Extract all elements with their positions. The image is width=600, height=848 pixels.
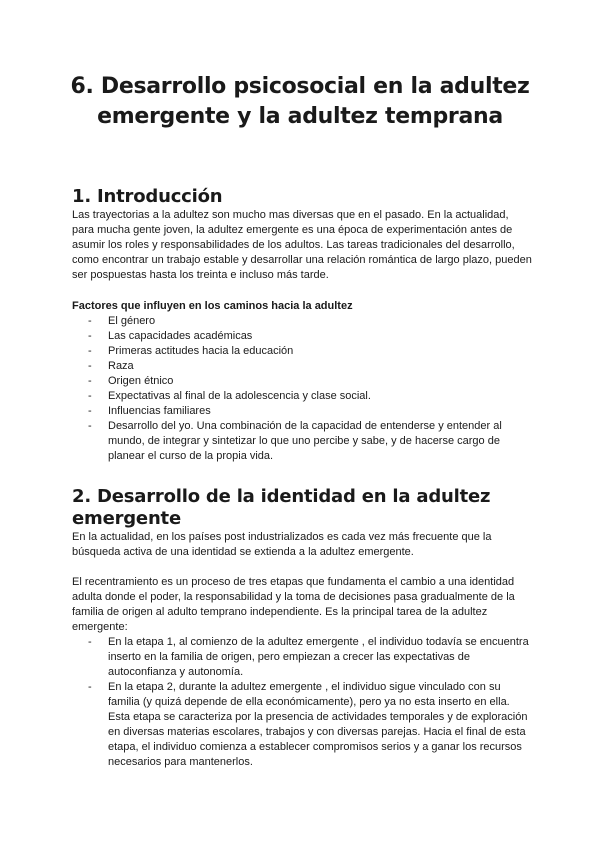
stages-list [72, 635, 532, 770]
list-item: - Las capacidades académicas [88, 330, 253, 342]
dash-marker: - [88, 681, 92, 693]
list-item: - Primeras actitudes hacia la educación [88, 345, 294, 357]
section-identidad [72, 486, 532, 770]
dash-marker: - [88, 390, 92, 402]
dash-marker: - [88, 315, 92, 327]
identity-paragraph-1: En la actualidad, en los países post industrializados es cada vez más frecuente que la búsqueda activa de una identidad se extienda a la adultez emergente. [72, 531, 492, 558]
list-item: - Expectativas al final de la adolescencia y clase social. [88, 390, 371, 402]
dash-marker: - [88, 405, 92, 417]
dash-marker: - [88, 360, 92, 372]
list-item: - Origen étnico [88, 375, 174, 387]
section-heading-1: 1. Introducción [72, 186, 223, 207]
dash-marker: - [88, 375, 92, 387]
list-item: - En la etapa 2, durante la adultez emergente , el individuo sigue vinculado con su familia (y quizá depende de ella económicamente), pero ya no esta inserto en ella. Esta etapa se caracteriza por la presencia de actividades temporales y de exploración en diversas materias escolares, trabajos y con diversas parejas. Hacia el final de esta etapa, el individuo comienza a establecer compromisos serios y a ganar los recursos necesarios para mantenerlos. [88, 681, 528, 768]
list-item: - El género [88, 315, 156, 327]
factors-label: Factores que influyen en los caminos hacia la adultez [72, 300, 353, 312]
list-item: - Influencias familiares [88, 405, 211, 417]
dash-marker: - [88, 636, 92, 648]
dash-marker: - [88, 345, 92, 357]
section-introduccion [72, 186, 532, 464]
list-item: - En la etapa 1, al comienzo de la adultez emergente , el individuo todavía se encuentra inserto en la familia de origen, pero empiezan a crecer las expectativas de autoconfianza y autonomía. [88, 636, 529, 678]
document-title: 6. Desarrollo psicosocial en la adultez emergente y la adultez temprana [70, 74, 530, 129]
section-heading-2: 2. Desarrollo de la identidad en la adultez emergente [72, 486, 491, 529]
intro-paragraph: Las trayectorias a la adultez son mucho mas diversas que en el pasado. En la actualidad, para mucha gente joven, la adultez emergente es una época de experimentación antes de asumir los roles y responsabilidades de los adultos. Las tareas tradicionales del desarrollo, como encontrar un trabajo estable y desarrollar una relación romántica de largo plazo, pueden ser pospuestas hasta los treinta e incluso más tarde. [72, 209, 532, 281]
list-item: - Desarrollo del yo. Una combinación de la capacidad de entenderse y entender al mundo, de integrar y sintetizar lo que uno percibe y sabe, y de hacerse cargo de planear el curso de la propia vida. [88, 420, 502, 462]
dash-marker: - [88, 420, 92, 432]
list-item: - Raza [88, 360, 134, 372]
dash-marker: - [88, 330, 92, 342]
identity-paragraph-2: El recentramiento es un proceso de tres etapas que fundamenta el cambio a una identidad adulta donde el poder, la responsabilidad y la toma de decisiones pasa gradualmente de la familia de origen al adulto temprano independiente. Es la principal tarea de la adultez emergente: [72, 576, 515, 633]
factors-list [72, 314, 532, 464]
